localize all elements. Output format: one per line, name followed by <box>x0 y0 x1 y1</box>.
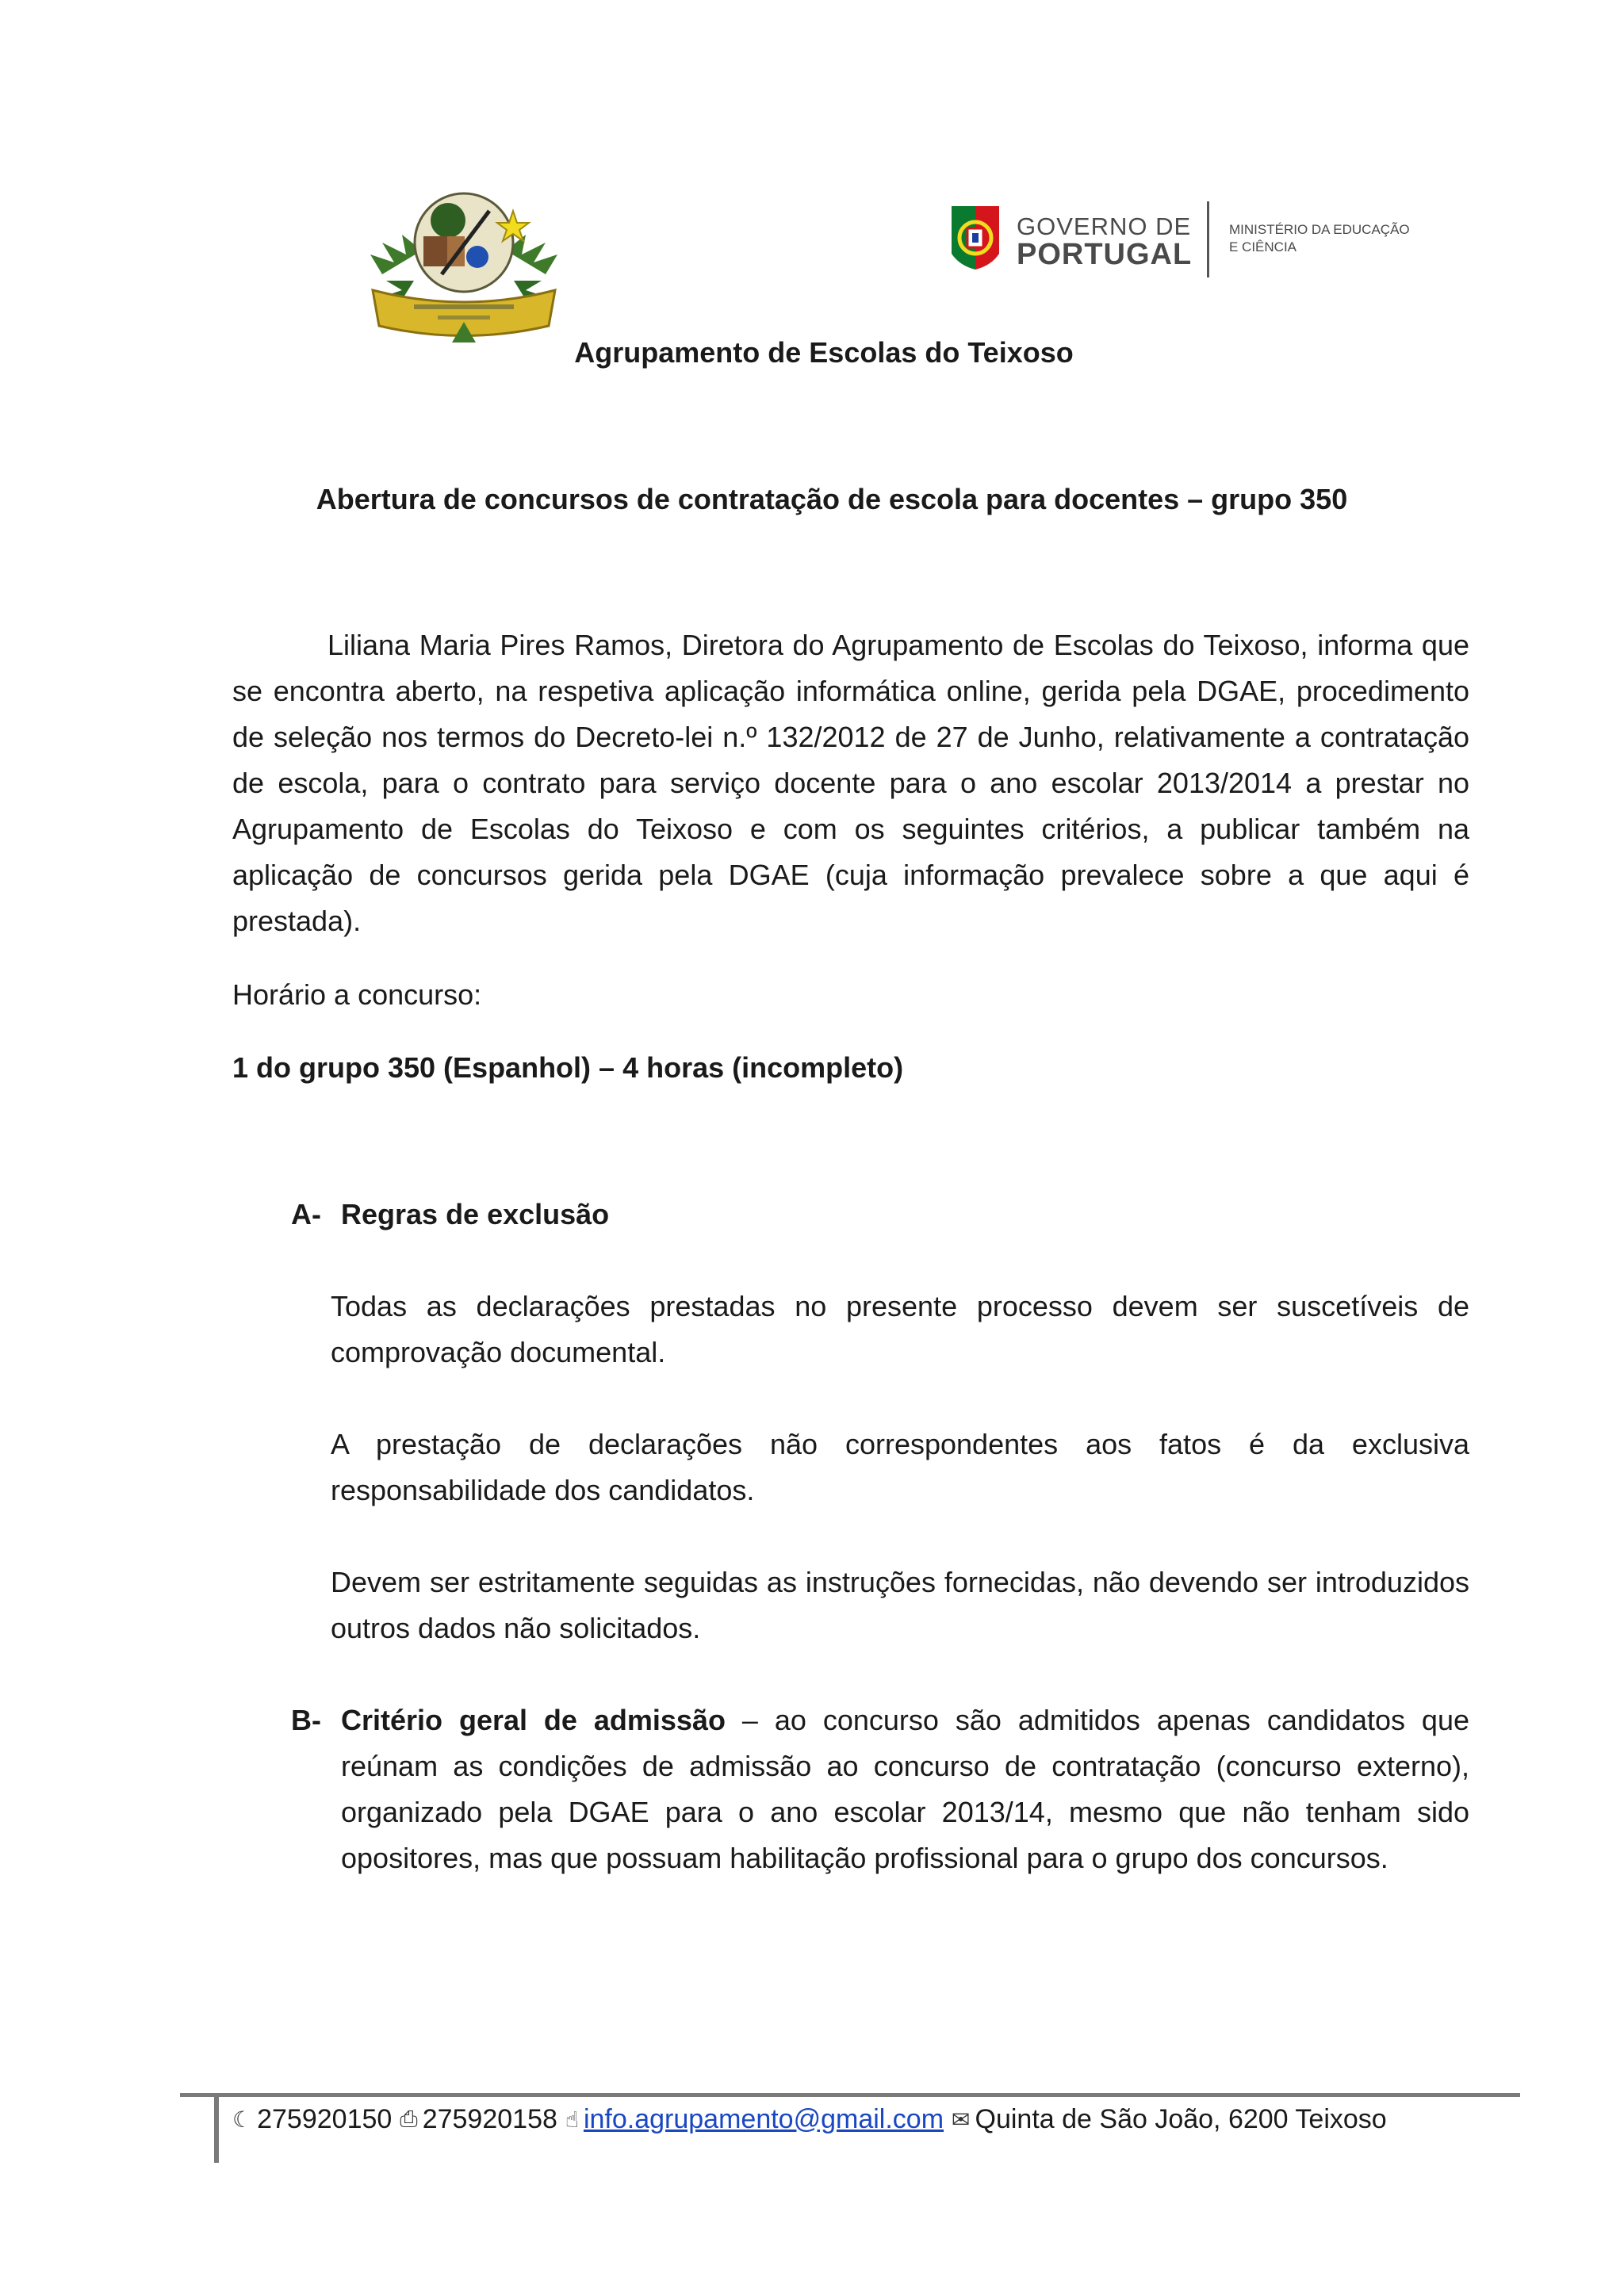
envelope-icon: ✉ <box>952 2106 971 2133</box>
mouse-icon: ☝ <box>565 2106 579 2133</box>
section-b-title: Critério geral de admissão <box>341 1704 726 1736</box>
government-line2: PORTUGAL <box>1017 238 1193 271</box>
section-b-letter: B- <box>291 1704 321 1736</box>
footer-rule <box>180 2093 1520 2097</box>
horario-value: 1 do grupo 350 (Espanhol) – 4 horas (incompleto) <box>232 1051 904 1084</box>
horario-label: Horário a concurso: <box>232 978 482 1011</box>
section-a-letter: A- <box>291 1198 321 1230</box>
logo-divider <box>1207 201 1209 277</box>
ministry-line2: E CIÊNCIA <box>1229 239 1297 254</box>
fax-icon: ⎙ <box>400 2106 418 2132</box>
phone-icon: ☾ <box>232 2106 253 2133</box>
section-a-paragraph: A prestação de declarações não correspondentes aos fatos é da exclusiva responsabilidade dos candidatos. <box>331 1428 1469 1506</box>
section-b-body <box>341 1697 1469 1881</box>
ministry-line1: MINISTÉRIO DA EDUCAÇÃO <box>1229 222 1410 237</box>
footer-phone: 275920150 <box>257 2103 393 2134</box>
footer-side-rule <box>214 2093 219 2163</box>
section-a-paragraph: Devem ser estritamente seguidas as instruções fornecidas, não devendo ser introduzidos outros dados não solicitados. <box>331 1566 1469 1644</box>
footer-contact <box>232 2099 1387 2139</box>
intro-paragraph: Liliana Maria Pires Ramos, Diretora do Agrupamento de Escolas do Teixoso, informa que se encontra aberto, na respetiva aplicação informática online, gerida pela DGAE, procedimento de seleção nos termos do Decreto-lei n.º 132/2012 de 27 de Junho, relativamente a contratação de escola, para o contrato para serviço docente para o ano escolar 2013/2014 a prestar no Agrupamento de Escolas do Teixoso e com os seguintes critérios, a publicar também na aplicação de concursos gerida pela DGAE (cuja informação prevalece sobre a que aqui é prestada). <box>232 629 1469 937</box>
school-name-heading: Agrupamento de Escolas do Teixoso <box>574 336 1074 369</box>
section-a-paragraph: Todas as declarações prestadas no presente processo devem ser suscetíveis de comprovação documental. <box>331 1290 1469 1368</box>
document-title: Abertura de concursos de contratação de escola para docentes – grupo 350 <box>316 483 1348 515</box>
portugal-flag-emblem-icon <box>944 198 1007 277</box>
section-a-title: Regras de exclusão <box>341 1198 610 1230</box>
footer-email-link[interactable]: info.agrupamento@gmail.com <box>583 2103 944 2134</box>
footer-fax: 275920158 <box>422 2103 557 2134</box>
school-logo <box>366 187 561 342</box>
government-line1: GOVERNO DE <box>1017 212 1192 240</box>
school-crest-icon <box>366 187 561 342</box>
footer-address: Quinta de São João, 6200 Teixoso <box>975 2103 1387 2134</box>
government-logo <box>944 198 1411 285</box>
section-b-text: – ao concurso são admitidos apenas candidatos que reúnam as condições de admissão ao concurso de contratação (concurso externo), organizado pela DGAE para o ano escolar 2013/14, mesmo que não tenham sido opositores, mas que possuam habilitação profissional para o grupo dos concursos. <box>341 1704 1469 1874</box>
